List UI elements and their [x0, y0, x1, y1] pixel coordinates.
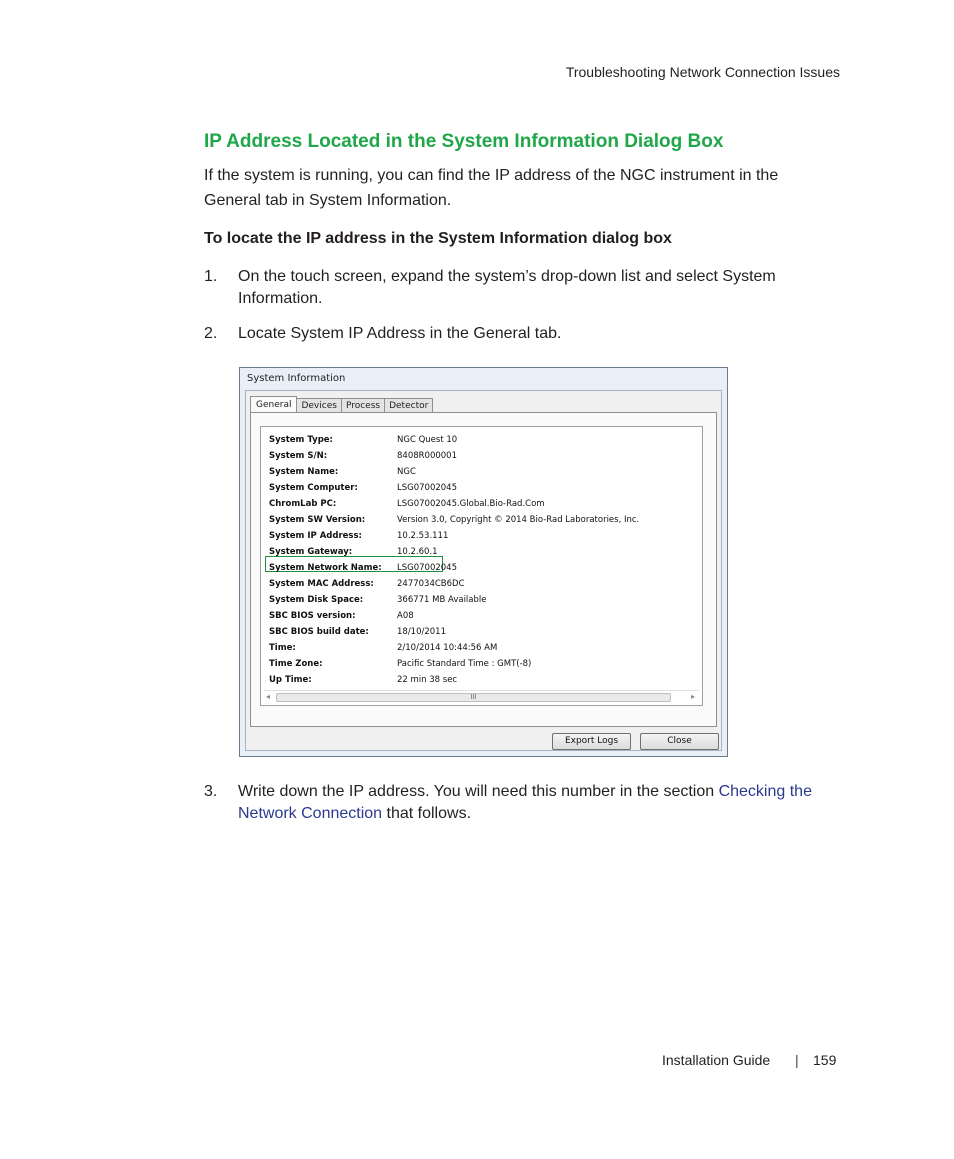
step-number: 3.: [204, 783, 218, 800]
system-information-dialog: [239, 367, 728, 757]
info-row-value: 10.2.53.111: [397, 531, 449, 541]
footer-separator: |: [795, 1052, 799, 1068]
general-tab-panel: [250, 412, 717, 727]
info-row-label: System Type:: [269, 435, 333, 445]
info-row-label: System Disk Space:: [269, 595, 364, 605]
info-row-value: LSG07002045: [397, 563, 457, 573]
dialog-title: System Information: [247, 373, 346, 384]
scroll-left-arrow-icon[interactable]: ◂: [266, 692, 271, 701]
info-row-value: 2477034CB6DC: [397, 579, 465, 589]
info-row-label: System MAC Address:: [269, 579, 374, 589]
checking-network-connection-link[interactable]: Checking the Network Connection: [238, 783, 812, 822]
info-row-value: NGC Quest 10: [397, 435, 458, 445]
intro-paragraph: If the system is running, you can find the IP address of the NGC instrument in the General tab in System Information.: [204, 167, 779, 209]
info-row-value: A08: [397, 611, 414, 621]
step-text: [238, 781, 834, 825]
info-row-label: SBC BIOS build date:: [269, 627, 369, 637]
info-row-value: 22 min 38 sec: [397, 675, 458, 685]
info-row-value: LSG07002045.Global.Bio-Rad.Com: [397, 499, 545, 509]
horizontal-scrollbar[interactable]: [264, 690, 699, 703]
info-row-label: SBC BIOS version:: [269, 611, 356, 621]
info-row-label: System SW Version:: [269, 515, 366, 525]
page-number: 159: [813, 1052, 837, 1068]
info-row-value: 10.2.60.1: [397, 547, 438, 557]
running-head: Troubleshooting Network Connection Issues: [565, 64, 840, 80]
footer-doc-title: Installation Guide: [662, 1052, 771, 1068]
info-row-label: Time Zone:: [269, 659, 323, 669]
info-row-label: Time:: [269, 643, 296, 653]
info-row-value: 8408R000001: [397, 451, 457, 461]
info-row-label: System Name:: [269, 467, 339, 477]
scroll-grip-icon: III: [470, 693, 477, 701]
step-2: [204, 323, 834, 345]
info-row-value: 2/10/2014 10:44:56 AM: [397, 643, 498, 653]
tab-detector[interactable]: Detector: [384, 398, 433, 413]
step-3: [204, 781, 834, 825]
tab-general[interactable]: General: [250, 396, 297, 413]
tab-bar: [250, 394, 432, 412]
step-text: On the touch screen, expand the system’s drop-down list and select System Information.: [238, 268, 776, 307]
info-row-value: Pacific Standard Time : GMT(-8): [397, 659, 532, 669]
info-row-label: System Gateway:: [269, 547, 353, 557]
step-number: 2.: [204, 325, 218, 342]
step-text-after: that follows.: [382, 805, 472, 822]
info-row-value: 366771 MB Available: [397, 595, 487, 605]
tab-process[interactable]: Process: [341, 398, 385, 413]
info-row-value: LSG07002045: [397, 483, 457, 493]
scroll-right-arrow-icon[interactable]: ▸: [690, 692, 695, 701]
info-row-label: ChromLab PC:: [269, 499, 337, 509]
info-row-label: Up Time:: [269, 675, 312, 685]
step-number: 1.: [204, 268, 218, 285]
step-text: Locate System IP Address in the General tab.: [238, 325, 562, 342]
info-row-label: System Computer:: [269, 483, 358, 493]
info-row-label: System IP Address:: [269, 531, 362, 541]
system-info-grid: [260, 426, 703, 706]
step-text-before: Write down the IP address. You will need this number in the section: [238, 783, 719, 800]
dialog-body: [245, 390, 722, 751]
procedure-heading: To locate the IP address in the System Information dialog box: [204, 230, 672, 247]
info-row-value: 18/10/2011: [397, 627, 446, 637]
step-1: [204, 266, 834, 310]
info-row-label: System Network Name:: [269, 563, 382, 573]
info-row-value: Version 3.0, Copyright © 2014 Bio-Rad Laboratories, Inc.: [397, 515, 640, 525]
scrollbar-thumb[interactable]: [276, 693, 671, 702]
export-logs-button[interactable]: Export Logs: [552, 733, 631, 750]
close-button[interactable]: Close: [640, 733, 719, 750]
info-row-label: System S/N:: [269, 451, 328, 461]
info-row-value: NGC: [397, 467, 416, 477]
tab-devices[interactable]: Devices: [296, 398, 341, 413]
section-title: IP Address Located in the System Information Dialog Box: [204, 131, 724, 152]
